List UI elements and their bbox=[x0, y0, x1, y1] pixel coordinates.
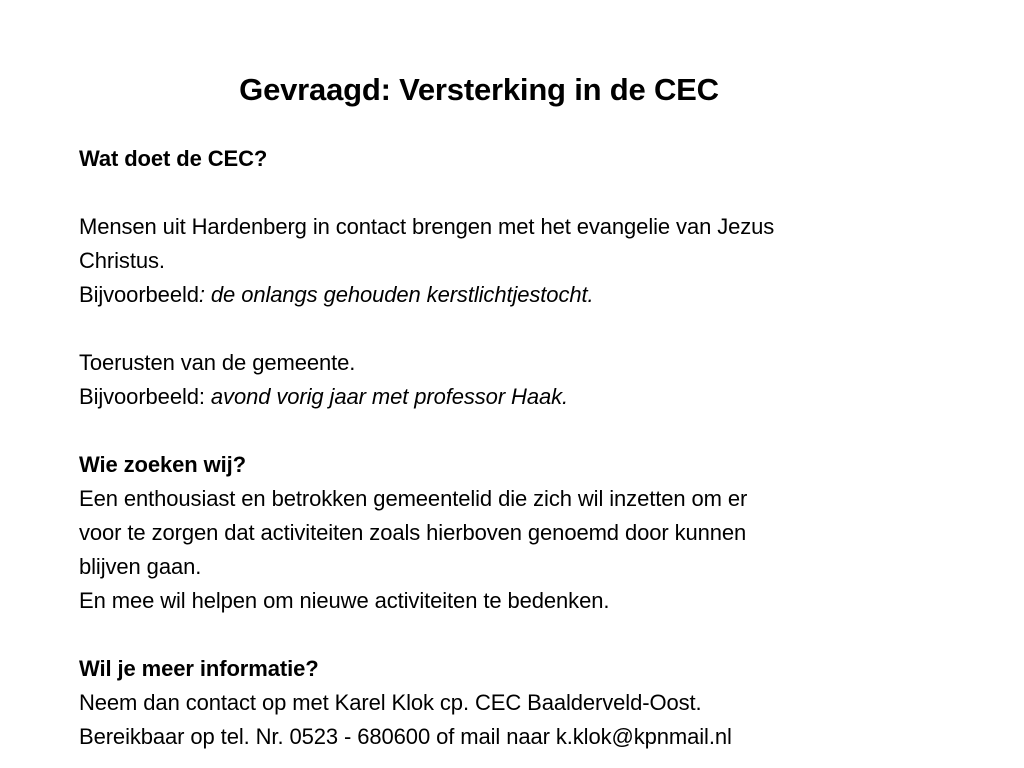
paragraph-line: Neem dan contact op met Karel Klok cp. CEC Baalderveld-Oost. bbox=[79, 690, 702, 715]
example-text: : de onlangs gehouden kerstlichtjestocht. bbox=[198, 282, 594, 307]
contact-line: Bereikbaar op tel. Nr. 0523 - 680600 of mail naar k.klok@kpnmail.nl bbox=[79, 724, 732, 749]
section-heading-who: Wie zoeken wij? bbox=[79, 452, 247, 477]
slide-title: Gevraagd: Versterking in de CEC bbox=[239, 72, 719, 107]
paragraph-line: Een enthousiast en betrokken gemeentelid die zich wil inzetten om er bbox=[79, 486, 748, 511]
example-prefix: Bijvoorbeeld bbox=[79, 282, 199, 307]
paragraph-line: Mensen uit Hardenberg in contact brengen met het evangelie van Jezus bbox=[79, 214, 775, 239]
paragraph-line: En mee wil helpen om nieuwe activiteiten te bedenken. bbox=[79, 588, 610, 613]
slide-body bbox=[79, 142, 959, 754]
example-line bbox=[79, 380, 959, 414]
paragraph-line: Toerusten van de gemeente. bbox=[79, 350, 356, 375]
spacer bbox=[79, 176, 959, 210]
spacer bbox=[79, 312, 959, 346]
spacer bbox=[79, 414, 959, 448]
example-text: avond vorig jaar met professor Haak. bbox=[210, 384, 569, 409]
example-prefix: Bijvoorbeeld: bbox=[79, 384, 211, 409]
paragraph-line: voor te zorgen dat activiteiten zoals hierboven genoemd door kunnen bbox=[79, 520, 747, 545]
spacer bbox=[79, 618, 959, 652]
paragraph-line: Christus. bbox=[79, 248, 165, 273]
section-heading-info: Wil je meer informatie? bbox=[79, 656, 319, 681]
example-line bbox=[79, 278, 959, 312]
section-heading-what: Wat doet de CEC? bbox=[79, 146, 268, 171]
paragraph-line: blijven gaan. bbox=[79, 554, 202, 579]
